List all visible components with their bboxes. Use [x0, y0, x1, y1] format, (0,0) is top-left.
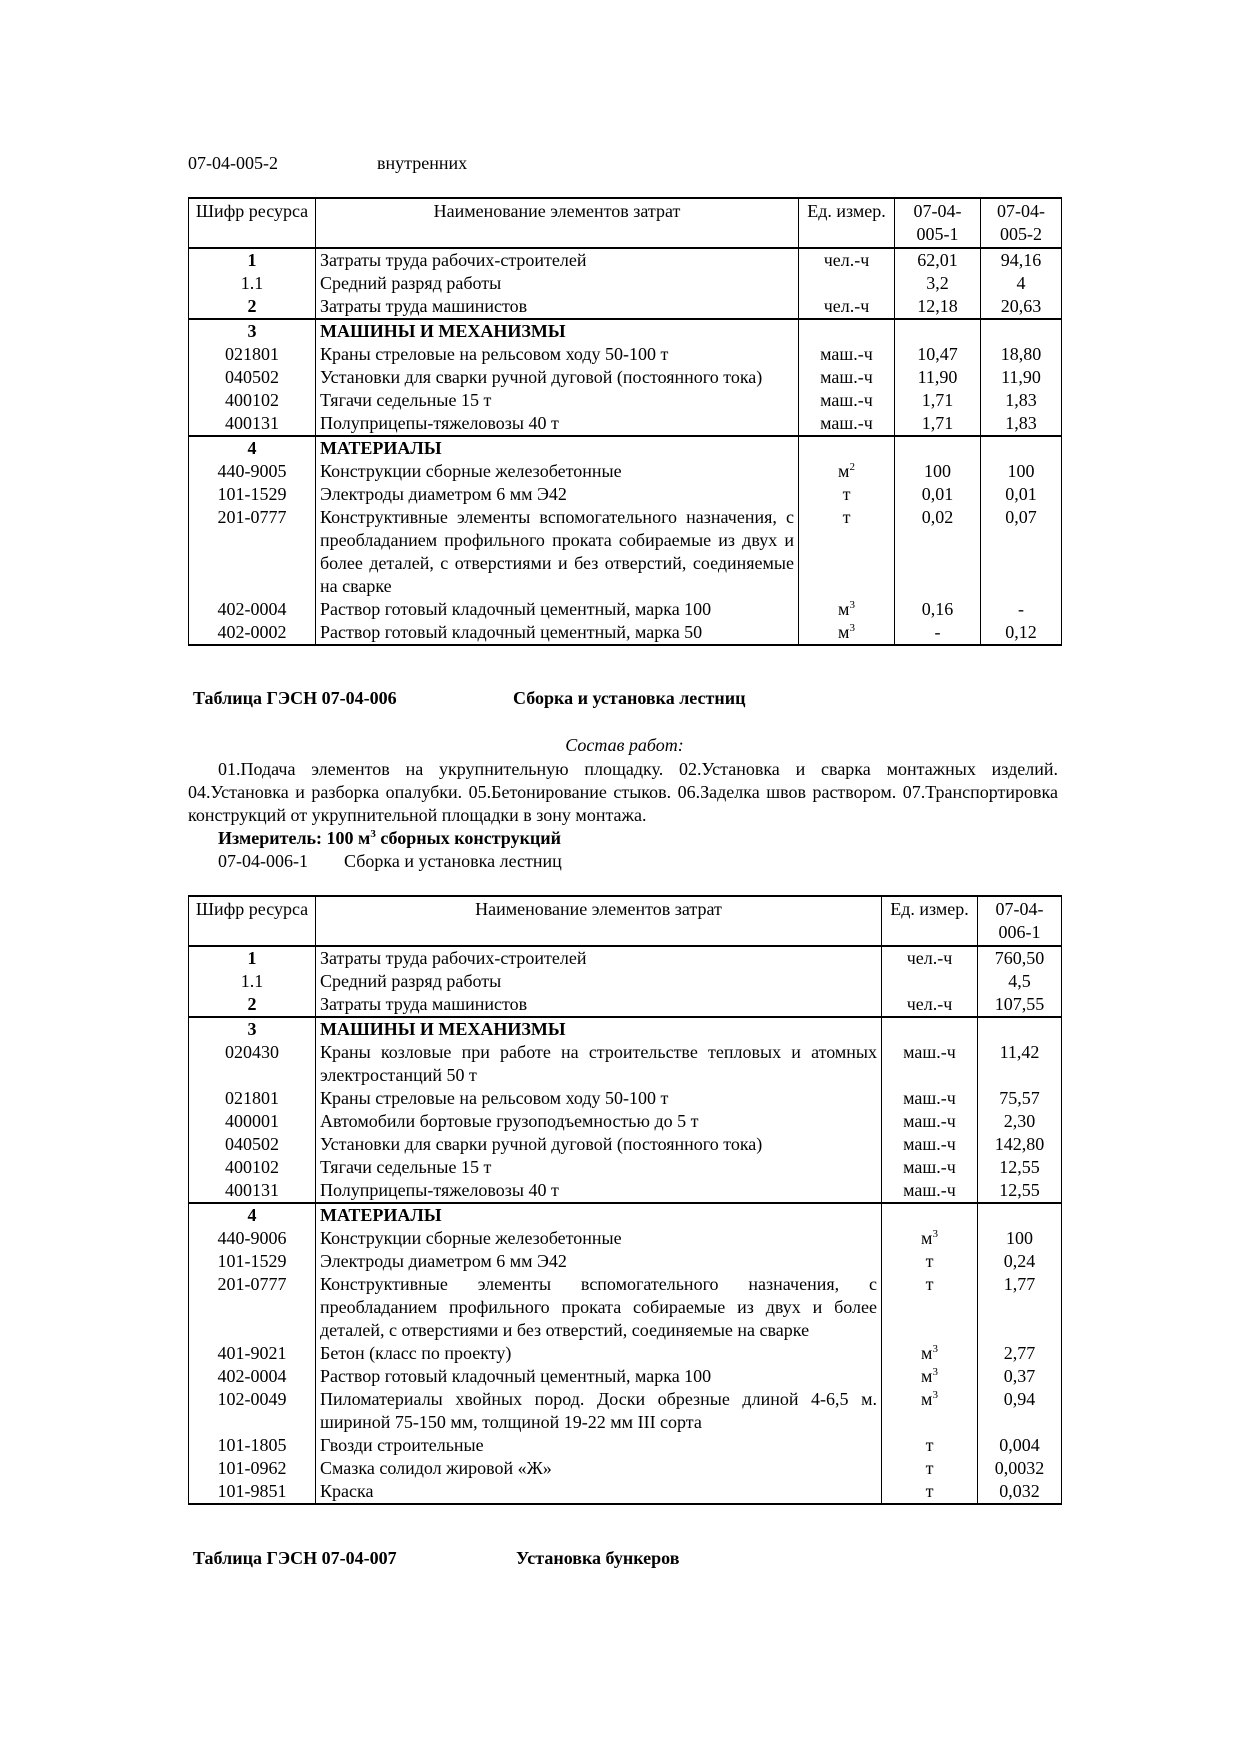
table-row: [189, 1365, 1062, 1388]
table-row: [189, 248, 1062, 272]
resource-unit: маш.-ч: [882, 1156, 978, 1179]
norm-value-1: 2,77: [978, 1342, 1062, 1365]
table-row: [189, 946, 1062, 970]
resource-unit: $м^3$: [799, 621, 895, 645]
resource-name: Конструктивные элементы вспомогательного назначения, с преобладанием профильного проката собираемые из двух и более деталей, с отверстиями и без отверстий, соединяемые на сварке: [316, 506, 799, 598]
resource-name: Раствор готовый кладочный цементный, марка 100: [316, 1365, 882, 1388]
item-text: внутренних: [377, 153, 468, 173]
resource-code: 1: [189, 248, 316, 272]
measure-suffix: сборных конструкций: [375, 828, 562, 848]
resource-name: Тягачи седельные 15 т: [316, 389, 799, 412]
resource-name: МАШИНЫ И МЕХАНИЗМЫ: [316, 319, 799, 343]
resource-unit: чел.-ч: [882, 993, 978, 1017]
norm-value-1: 75,57: [978, 1087, 1062, 1110]
resource-code: 101-0962: [189, 1457, 316, 1480]
norm-value-1: [978, 1203, 1062, 1227]
resource-code: 440-9005: [189, 460, 316, 483]
work-heading: Состав работ:: [565, 735, 684, 755]
header-col2: 07-04-005-2: [981, 198, 1062, 248]
norm-value-1: 4,5: [978, 970, 1062, 993]
norm-value-2: -: [981, 598, 1062, 621]
resource-code: 020430: [189, 1041, 316, 1087]
resource-unit: маш.-ч: [882, 1087, 978, 1110]
table-row: [189, 436, 1062, 460]
item-code: 07-04-005-2: [188, 153, 278, 173]
resource-code: 1.1: [189, 970, 316, 993]
resource-unit: т: [882, 1273, 978, 1342]
resource-name: Бетон (класс по проекту): [316, 1342, 882, 1365]
resource-unit: чел.-ч: [799, 248, 895, 272]
table-row: [189, 1041, 1062, 1087]
norm-value-1: 1,77: [978, 1273, 1062, 1342]
resource-code: 400102: [189, 1156, 316, 1179]
table-row: [189, 1179, 1062, 1203]
resource-code: 401-9021: [189, 1342, 316, 1365]
table-row: [189, 412, 1062, 436]
resource-unit: $м^3$: [882, 1365, 978, 1388]
resource-code: 1: [189, 946, 316, 970]
table-header-row: [189, 896, 1062, 946]
table-row: [189, 1273, 1062, 1342]
resource-name: Тягачи седельные 15 т: [316, 1156, 882, 1179]
norm-value-1: 107,55: [978, 993, 1062, 1017]
resource-code: 402-0004: [189, 598, 316, 621]
norm-value-2: 94,16: [981, 248, 1062, 272]
resource-unit: [799, 319, 895, 343]
resource-table-07-04-005: [188, 197, 1062, 646]
table-row: [189, 295, 1062, 319]
norm-value-1: 3,2: [895, 272, 981, 295]
resource-unit: [882, 1203, 978, 1227]
resource-unit: [799, 272, 895, 295]
resource-code: 2: [189, 295, 316, 319]
table-title: Сборка и установка лестниц: [513, 688, 746, 708]
resource-code: 440-9006: [189, 1227, 316, 1250]
resource-unit: чел.-ч: [799, 295, 895, 319]
resource-unit: $м^2$: [799, 460, 895, 483]
resource-unit: $м^3$: [882, 1227, 978, 1250]
resource-name: Затраты труда рабочих-строителей: [316, 248, 799, 272]
resource-unit: т: [882, 1250, 978, 1273]
resource-unit: [882, 970, 978, 993]
resource-code: 400001: [189, 1110, 316, 1133]
norm-value-2: 11,90: [981, 366, 1062, 389]
table-body: [189, 946, 1062, 1504]
norm-value-1: 142,80: [978, 1133, 1062, 1156]
resource-code: 1.1: [189, 272, 316, 295]
resource-code: 021801: [189, 343, 316, 366]
header-code: Шифр ресурса: [189, 198, 316, 248]
work-description: 01.Подача элементов на укрупнительную площадку. 02.Установка и сварка монтажных изделий. 04.Установка и разборка опалубки. 05.Бетонирование стыков. 06.Заделка швов раствором. 07.Транспортировка конструкций от укрупнительной площадки в зону монтажа.: [188, 759, 1058, 825]
resource-unit: маш.-ч: [799, 389, 895, 412]
norm-value-1: [895, 436, 981, 460]
resource-code: 400131: [189, 1179, 316, 1203]
resource-code: 201-0777: [189, 506, 316, 598]
resource-unit: маш.-ч: [799, 343, 895, 366]
header-unit: Ед. измер.: [799, 198, 895, 248]
resource-name: Полуприцепы-тяжеловозы 40 т: [316, 412, 799, 436]
resource-name: МАТЕРИАЛЫ: [316, 436, 799, 460]
norm-value-1: 760,50: [978, 946, 1062, 970]
norm-value-1: 62,01: [895, 248, 981, 272]
resource-name: Краны козловые при работе на строительстве тепловых и атомных электростанций 50 т: [316, 1041, 882, 1087]
header-unit: Ед. измер.: [882, 896, 978, 946]
resource-code: 101-9851: [189, 1480, 316, 1504]
resource-name: МАШИНЫ И МЕХАНИЗМЫ: [316, 1017, 882, 1041]
norm-value-2: 20,63: [981, 295, 1062, 319]
norm-value-1: 2,30: [978, 1110, 1062, 1133]
resource-name: Электроды диаметром 6 мм Э42: [316, 1250, 882, 1273]
table-body: [189, 248, 1062, 645]
norm-value-1: -: [895, 621, 981, 645]
norm-value-2: [981, 436, 1062, 460]
table-row: [189, 1388, 1062, 1434]
norm-value-1: [978, 1017, 1062, 1041]
table-row: [189, 319, 1062, 343]
norm-value-2: 0,07: [981, 506, 1062, 598]
norm-value-1: 100: [978, 1227, 1062, 1250]
table-row: [189, 1110, 1062, 1133]
header-col1: 07-04-005-1: [895, 198, 981, 248]
item-title-2: Сборка и установка лестниц: [344, 851, 562, 871]
item-code-2: 07-04-006-1: [218, 851, 308, 871]
norm-value-1: 100: [895, 460, 981, 483]
norm-value-1: 0,37: [978, 1365, 1062, 1388]
resource-code: 402-0002: [189, 621, 316, 645]
table-row: [189, 1457, 1062, 1480]
resource-name: Краска: [316, 1480, 882, 1504]
resource-unit: $м^3$: [799, 598, 895, 621]
resource-name: Конструкции сборные железобетонные: [316, 460, 799, 483]
norm-value-1: 0,02: [895, 506, 981, 598]
norm-value-1: 12,18: [895, 295, 981, 319]
resource-code: 101-1529: [189, 483, 316, 506]
table-row: [189, 1250, 1062, 1273]
table-row: [189, 1203, 1062, 1227]
header-col1: 07-04-006-1: [978, 896, 1062, 946]
resource-name: Затраты труда рабочих-строителей: [316, 946, 882, 970]
resource-code: 2: [189, 993, 316, 1017]
norm-value-2: 0,01: [981, 483, 1062, 506]
table-label-3: Таблица ГЭСН 07-04-007: [193, 1548, 397, 1568]
table-row: [189, 1480, 1062, 1504]
resource-unit: т: [799, 506, 895, 598]
resource-unit: маш.-ч: [882, 1110, 978, 1133]
resource-unit: маш.-ч: [799, 412, 895, 436]
table-row: [189, 1017, 1062, 1041]
header-name: Наименование элементов затрат: [316, 198, 799, 248]
norm-value-2: [981, 319, 1062, 343]
header-code: Шифр ресурса: [189, 896, 316, 946]
norm-value-1: 10,47: [895, 343, 981, 366]
resource-name: Краны стреловые на рельсовом ходу 50-100 т: [316, 1087, 882, 1110]
resource-unit: $м^3$: [882, 1342, 978, 1365]
table-header-row: [189, 198, 1062, 248]
norm-value-1: 1,71: [895, 389, 981, 412]
table-row: [189, 460, 1062, 483]
norm-value-1: 0,24: [978, 1250, 1062, 1273]
resource-code: 400102: [189, 389, 316, 412]
norm-value-1: 11,42: [978, 1041, 1062, 1087]
resource-name: Раствор готовый кладочный цементный, марка 100: [316, 598, 799, 621]
norm-value-1: 0,01: [895, 483, 981, 506]
norm-value-2: 4: [981, 272, 1062, 295]
norm-value-1: [895, 319, 981, 343]
resource-code: 4: [189, 436, 316, 460]
norm-value-2: 0,12: [981, 621, 1062, 645]
resource-table-07-04-006: [188, 895, 1062, 1505]
table-row: [189, 389, 1062, 412]
resource-code: 040502: [189, 366, 316, 389]
norm-value-1: 0,94: [978, 1388, 1062, 1434]
table-row: [189, 366, 1062, 389]
norm-value-2: 18,80: [981, 343, 1062, 366]
measure-prefix: Измеритель: 100 м: [218, 828, 371, 848]
resource-code: 040502: [189, 1133, 316, 1156]
resource-name: МАТЕРИАЛЫ: [316, 1203, 882, 1227]
table-label: Таблица ГЭСН 07-04-006: [193, 688, 397, 708]
resource-name: Краны стреловые на рельсовом ходу 50-100 т: [316, 343, 799, 366]
norm-value-1: 0,004: [978, 1434, 1062, 1457]
table-row: [189, 621, 1062, 645]
measure-sup: 3: [370, 828, 376, 840]
resource-unit: [882, 1017, 978, 1041]
resource-code: 402-0004: [189, 1365, 316, 1388]
resource-name: Средний разряд работы: [316, 272, 799, 295]
resource-name: Пиломатериалы хвойных пород. Доски обрезные длиной 4-6,5 м. шириной 75-150 мм, толщиной 19-22 мм III сорта: [316, 1388, 882, 1434]
resource-unit: маш.-ч: [882, 1133, 978, 1156]
table-row: [189, 1133, 1062, 1156]
resource-code: 101-1529: [189, 1250, 316, 1273]
resource-name: Гвозди строительные: [316, 1434, 882, 1457]
resource-unit: маш.-ч: [882, 1041, 978, 1087]
table-row: [189, 343, 1062, 366]
resource-unit: т: [882, 1457, 978, 1480]
table-row: [189, 506, 1062, 598]
resource-code: 400131: [189, 412, 316, 436]
table-row: [189, 1342, 1062, 1365]
norm-value-2: 1,83: [981, 389, 1062, 412]
resource-unit: т: [799, 483, 895, 506]
resource-name: Затраты труда машинистов: [316, 993, 882, 1017]
resource-name: Конструкции сборные железобетонные: [316, 1227, 882, 1250]
resource-unit: чел.-ч: [882, 946, 978, 970]
resource-name: Смазка солидол жировой «Ж»: [316, 1457, 882, 1480]
table-row: [189, 993, 1062, 1017]
resource-unit: т: [882, 1434, 978, 1457]
resource-code: 4: [189, 1203, 316, 1227]
table-row: [189, 970, 1062, 993]
resource-unit: $м^3$: [882, 1388, 978, 1434]
resource-name: Автомобили бортовые грузоподъемностью до 5 т: [316, 1110, 882, 1133]
header-name: Наименование элементов затрат: [316, 896, 882, 946]
table-row: [189, 598, 1062, 621]
resource-name: Полуприцепы-тяжеловозы 40 т: [316, 1179, 882, 1203]
table-title-3: Установка бункеров: [516, 1548, 680, 1568]
resource-unit: [799, 436, 895, 460]
norm-value-1: 0,0032: [978, 1457, 1062, 1480]
resource-name: Затраты труда машинистов: [316, 295, 799, 319]
resource-name: Установки для сварки ручной дуговой (постоянного тока): [316, 366, 799, 389]
resource-code: 3: [189, 319, 316, 343]
resource-code: 102-0049: [189, 1388, 316, 1434]
table-row: [189, 483, 1062, 506]
resource-code: 021801: [189, 1087, 316, 1110]
norm-value-2: 100: [981, 460, 1062, 483]
resource-unit: маш.-ч: [799, 366, 895, 389]
table-row: [189, 1227, 1062, 1250]
norm-value-2: 1,83: [981, 412, 1062, 436]
norm-value-1: 0,16: [895, 598, 981, 621]
resource-code: 201-0777: [189, 1273, 316, 1342]
table-row: [189, 1156, 1062, 1179]
table-row: [189, 272, 1062, 295]
measure-line: [218, 827, 561, 850]
resource-code: 3: [189, 1017, 316, 1041]
resource-unit: т: [882, 1480, 978, 1504]
resource-name: Установки для сварки ручной дуговой (постоянного тока): [316, 1133, 882, 1156]
table-row: [189, 1434, 1062, 1457]
norm-value-1: 0,032: [978, 1480, 1062, 1504]
norm-value-1: 1,71: [895, 412, 981, 436]
resource-name: Средний разряд работы: [316, 970, 882, 993]
resource-code: 101-1805: [189, 1434, 316, 1457]
resource-unit: маш.-ч: [882, 1179, 978, 1203]
norm-value-1: 12,55: [978, 1156, 1062, 1179]
resource-name: Электроды диаметром 6 мм Э42: [316, 483, 799, 506]
resource-name: Конструктивные элементы вспомогательного назначения, с преобладанием профильного проката собираемые из двух и более деталей, с отверстиями и без отверстий, соединяемые на сварке: [316, 1273, 882, 1342]
resource-name: Раствор готовый кладочный цементный, марка 50: [316, 621, 799, 645]
table-row: [189, 1087, 1062, 1110]
norm-value-1: 11,90: [895, 366, 981, 389]
norm-value-1: 12,55: [978, 1179, 1062, 1203]
